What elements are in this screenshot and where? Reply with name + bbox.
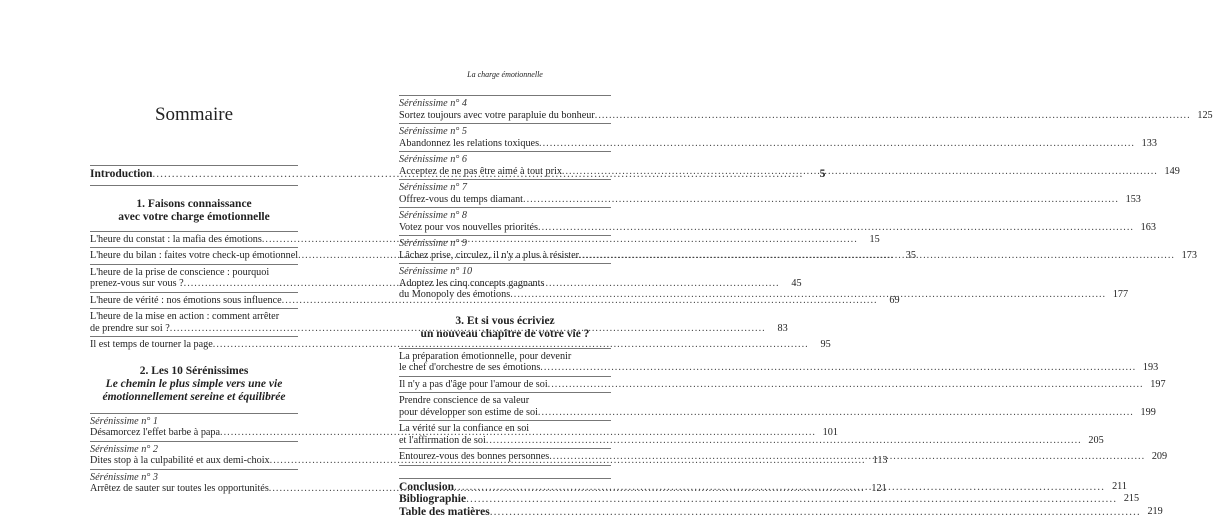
- entry-title: L'heure du bilan : faites votre check-up émotionnel: [90, 250, 299, 261]
- page-number: 153: [1125, 193, 1141, 205]
- entry-label: Sérénissime n° 4: [399, 98, 468, 109]
- toc-entry[interactable]: [399, 207, 1156, 235]
- heading-subtitle: émotionnellement sereine et équilibrée: [102, 390, 286, 403]
- entry-line: La préparation émotionnelle, pour devenir: [399, 350, 572, 362]
- entry-row: [399, 109, 1213, 122]
- entry-title: Arrêtez de sauter sur toutes les opportunités: [90, 483, 269, 494]
- entry-title: L'heure de vérité : nos émotions sous influence: [90, 294, 282, 306]
- page-number: 121: [871, 483, 887, 494]
- page-number: 193: [1142, 362, 1159, 373]
- entry-title: Sortez toujours avec votre parapluie du bonheur: [399, 109, 595, 121]
- page-number: 173: [1181, 249, 1197, 261]
- entry-title: Désamorcez l'effet barbe à papa: [90, 427, 221, 438]
- entry-title: du Monopoly des émotions: [399, 289, 511, 300]
- page-number: 209: [1151, 451, 1168, 462]
- dot-leader: [466, 493, 1117, 506]
- entry-title: Abandonnez les relations toxiques: [399, 137, 540, 149]
- page-number: 15: [869, 233, 880, 245]
- toc-entry[interactable]: [399, 505, 1163, 519]
- entry-title: Acceptez de ne pas être aimé à tout prix: [399, 165, 562, 177]
- entry-line: Prendre conscience de sa valeur: [399, 395, 530, 406]
- page-number: 177: [1112, 289, 1129, 300]
- entry-title: Offrez-vous du temps diamant: [399, 193, 524, 205]
- dot-leader: [595, 110, 1191, 122]
- toc-entry[interactable]: [399, 348, 1159, 376]
- entry-title: Il n'y a pas d'âge pour l'amour de soi: [399, 378, 548, 390]
- page-number: 83: [777, 322, 788, 334]
- page-number: 149: [1164, 165, 1180, 177]
- entry-title: pour développer son estime de soi: [399, 406, 538, 418]
- dot-leader: [540, 362, 1136, 374]
- entry-label: Sérénissime n° 1: [90, 415, 159, 427]
- entry-title: Introduction: [90, 168, 153, 180]
- page-number: 215: [1123, 493, 1140, 504]
- entry-title: L'heure du constat : la mafia des émotions: [90, 233, 262, 245]
- entry-row: [399, 137, 1157, 150]
- dot-leader: [490, 506, 1141, 519]
- entry-title: de prendre sur soi ?: [90, 322, 170, 334]
- entry-label: Sérénissime n° 7: [399, 182, 468, 193]
- entry-title: Table des matières: [399, 505, 490, 518]
- dot-leader: [579, 250, 1175, 262]
- entry-label: Sérénissime n° 9: [399, 238, 468, 249]
- entry-title: Entourez-vous des bonnes personnes: [399, 451, 550, 462]
- entry-label: Sérénissime n° 5: [399, 126, 468, 137]
- entry-title: Lâchez prise, circulez, il n'y a plus à résister: [399, 249, 580, 261]
- page-number: 95: [820, 339, 831, 350]
- entry-title: Bibliographie: [399, 493, 467, 505]
- heading-line: 2. Les 10 Sérénissimes: [139, 364, 249, 377]
- entry-title: Dites stop à la culpabilité et aux demi-choix: [90, 455, 270, 466]
- dot-leader: [548, 379, 1144, 391]
- entry-row: [399, 221, 1156, 234]
- entry-line: L'heure de la prise de conscience : pourquoi: [90, 266, 270, 278]
- page-number: 35: [905, 250, 916, 261]
- entry-label: Sérénissime n° 8: [399, 210, 468, 221]
- heading-line: 1. Faisons connaissance: [136, 197, 252, 210]
- dot-leader: [549, 451, 1145, 463]
- heading-line: avec votre charge émotionnelle: [118, 210, 270, 223]
- entry-title: Votez pour vos nouvelles priorités: [399, 221, 539, 233]
- toc-entry[interactable]: [399, 493, 1140, 506]
- page-number: 133: [1141, 137, 1157, 149]
- page-number: 5: [819, 168, 826, 180]
- entry-title: et l'affirmation de soi: [399, 434, 486, 446]
- page-number: 163: [1140, 221, 1156, 233]
- entry-row: [399, 378, 1166, 391]
- dot-leader: [538, 222, 1134, 234]
- toc-entry[interactable]: [399, 151, 1180, 179]
- toc-entry[interactable]: [399, 95, 1213, 123]
- dot-leader: [539, 138, 1135, 150]
- entry-row: [399, 362, 1159, 374]
- page-number: 45: [791, 278, 802, 289]
- toc-entry[interactable]: [399, 179, 1141, 207]
- dot-leader: [510, 289, 1106, 301]
- heading-subtitle: Le chemin le plus simple vers une vie: [105, 377, 283, 390]
- entry-label: Sérénissime n° 10: [399, 266, 473, 277]
- page-number: 199: [1140, 406, 1156, 418]
- dot-leader: [562, 166, 1158, 178]
- toc-entry[interactable]: [90, 336, 831, 353]
- toc-entry[interactable]: [399, 376, 1166, 393]
- dot-leader: [454, 481, 1105, 494]
- spacer: [399, 465, 611, 478]
- entry-row: [90, 339, 831, 351]
- running-head: La charge émotionnelle: [467, 70, 543, 79]
- entry-line: La vérité sur la confiance en soi: [399, 423, 530, 434]
- entry-line: Adoptez les cinq concepts gagnants: [399, 277, 545, 289]
- entry-row: [399, 193, 1141, 206]
- page-number: 125: [1197, 109, 1213, 121]
- page-number: 219: [1147, 505, 1163, 517]
- page-number: 205: [1088, 434, 1104, 446]
- chapter-heading: [90, 186, 298, 231]
- entry-title: prenez-vous sur vous ?: [90, 278, 184, 289]
- page-number: 113: [872, 455, 888, 466]
- page-number: 69: [889, 294, 900, 306]
- entry-row: [399, 434, 1104, 447]
- heading-line: 3. Et si vous écriviez: [455, 314, 555, 327]
- page-number: 197: [1150, 378, 1166, 390]
- entry-label: Sérénissime n° 3: [90, 471, 159, 483]
- chapter-heading: [90, 353, 298, 413]
- entry-label: Sérénissime n° 6: [399, 154, 468, 165]
- page-number: 211: [1112, 480, 1127, 492]
- dot-leader: [523, 194, 1119, 206]
- chapter-heading: [399, 303, 611, 348]
- toc-entry[interactable]: [399, 123, 1157, 151]
- heading-line: un nouveau chapitre de votre vie ?: [420, 327, 590, 340]
- entry-line: L'heure de la mise en action : comment arrêter: [90, 311, 280, 322]
- entry-row: [399, 406, 1156, 419]
- entry-label: Sérénissime n° 2: [90, 443, 159, 455]
- dot-leader: [486, 435, 1082, 447]
- page-title: Sommaire: [154, 104, 234, 125]
- entry-row: [399, 165, 1180, 178]
- entry-title: le chef d'orchestre de ses émotions: [399, 362, 541, 373]
- page-number: 101: [822, 427, 838, 438]
- entry-title: Il est temps de tourner la page: [90, 339, 213, 350]
- entry-title: Conclusion: [399, 480, 454, 493]
- toc-entry[interactable]: [399, 392, 1156, 420]
- dot-leader: [538, 407, 1134, 419]
